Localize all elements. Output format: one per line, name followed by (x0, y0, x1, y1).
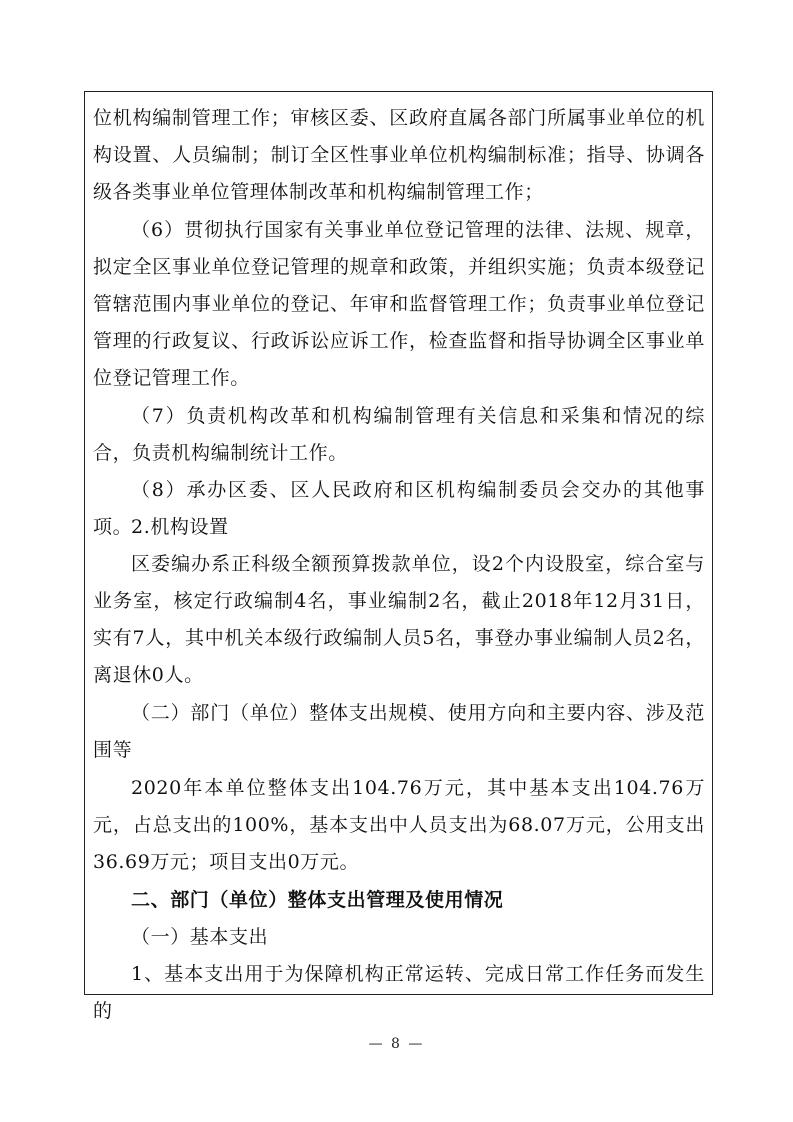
paragraph-basic-expenditure-1: 1、基本支出用于为保障机构正常运转、完成日常工作任务而发生的 (93, 963, 705, 1022)
paragraph-duties-continued: 位机构编制管理工作；审核区委、区政府直属各部门所属事业单位的机构设置、人员编制；制订全区性事业单位机构编制标准；指导、协调各级各类事业单位管理体制改革和机构编制管理工作； (93, 107, 705, 203)
heading-section-two: 二、部门（单位）整体支出管理及使用情况 (131, 889, 504, 911)
heading-basic-expenditure: （一）基本支出 (131, 926, 269, 948)
paragraph-item-7: （7）负责机构改革和机构编制管理有关信息和采集和情况的综合，负责机构编制统计工作。 (93, 405, 705, 464)
heading-institution-setup: 2.机构设置 (131, 516, 229, 538)
page-number: — 8 — (368, 1036, 425, 1052)
paragraph-expenditure-2020: 2020年本单位整体支出104.76万元，其中基本支出104.76万元，占总支出的100%，基本支出中人员支出为68.07万元，公用支出36.69万元；项目支出0万元。 (93, 777, 705, 873)
paragraph-item-6: （6）贯彻执行国家有关事业单位登记管理的法律、法规、规章，拟定全区事业单位登记管理的规章和政策，并组织实施；负责本级登记管辖范围内事业单位的登记、年审和监督管理工作；负责事业单位登记管理的行政复议、行政诉讼应诉工作，检查监督和指导协调全区事业单位登记管理工作。 (93, 219, 705, 389)
heading-expenditure-scale: （二）部门（单位）整体支出规模、使用方向和主要内容、涉及范围等 (93, 702, 705, 761)
paragraph-institution-setup: 区委编办系正科级全额预算拨款单位，设2个内设股室，综合室与业务室，核定行政编制4名，事业编制2名，截止2018年12月31日，实有7人，其中机关本级行政编制人员5名，事登办事业编制人员2名，离退休0人。 (93, 553, 705, 686)
paragraph-item-8: （8）承办区委、区人民政府和区机构编制委员会交办的其他事项。 (93, 479, 705, 538)
